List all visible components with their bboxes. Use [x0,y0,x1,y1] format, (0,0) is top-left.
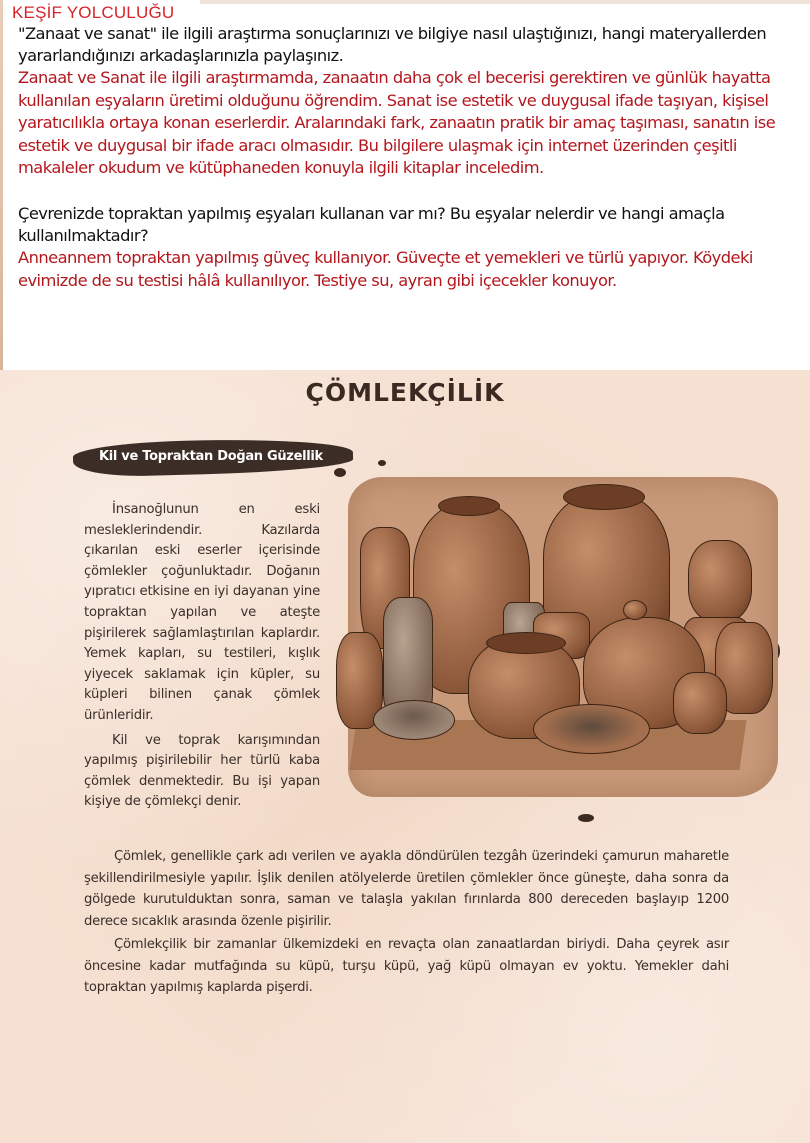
pottery-illustration [338,462,793,822]
pot-rim-icon [486,632,566,654]
jar-rim-icon [438,496,500,516]
body-paragraph: Çömlek, genellikle çark adı verilen ve ayakla döndürülen tezgâh üzerindeki çamurun maharetle şekillendirilmesiyle yapılır. İşlik denilen atölyelerde üretilen çömlekler önce güneşte, daha sonra da gölgede kurutulduktan sonra, saman ve talaşla yakılan fırınlarda 800 dereceden başlayıp 1200 derece sıcaklık arasında özenle pişirilir. [84,849,729,929]
bowl-icon [373,700,455,740]
wide-paragraph-1 [84,846,729,932]
answer-1: Zanaat ve Sanat ile ilgili araştırmamda, zanaatın daha çok el becerisi gerektiren ve günlük hayatta kullanılan eşyaların üretimi olduğunu öğrendim. Sanat ise estetik ve duygusal ifade taşıyan, kişisel yaratıcılıkla ortaya konan eserlerdir. Aralarındaki fark, zanaatın pratik bir amaç taşıması, sanatın ise estetik ve duygusal bir ifade aracı olmasıdır. Bu bilgilere ulaşmak için internet üzerinden çeşitli makaleler okudum ve kütüphaneden konuyla ilgili kitaplar inceledim. [18,68,776,177]
wide-paragraph-2 [84,934,729,999]
textbook-page [0,370,810,1143]
section-label: KEŞİF YOLCULUĞU [12,3,175,22]
small-cup-icon [673,672,727,734]
intro-column [84,500,320,813]
column-paragraph: Kil ve toprak karışımından yapılmış pişirilebilir her türlü kaba çömlek denmektedir. Bu işi yapan kişiye de çömlekçi denir. [84,732,320,810]
ink-splat-icon [378,460,386,466]
subtitle-banner-text: Kil ve Topraktan Doğan Güzellik [99,449,323,464]
answer-2: Anneannem topraktan yapılmış güveç kullanıyor. Güveçte et yemekleri ve türlü yapıyor. Köydeki evimizde de su testisi hâlâ kullanılıyor. Testiye su, ayran gibi içecekler konuyor. [18,248,753,290]
lid-knob-icon [623,600,647,620]
answer-sheet [0,0,810,370]
question-2: Çevrenizde topraktan yapılmış eşyaları kullanan var mı? Bu eşyalar nelerdir ve hangi amaçla kullanılmaktadır? [18,204,725,245]
body-paragraph: Çömlekçilik bir zamanlar ülkemizdeki en revaçta olan zanaatlardan biriydi. Daha çeyrek asır öncesine kadar mutfağında su küpü, turşu küpü, yağ küpü olmayan ev yoktu. Yemekler dahi topraktan yapılmış kaplarda pişerdi. [84,937,729,996]
pitcher-icon [688,540,752,622]
ink-splat-icon [334,468,346,477]
jar-rim-icon [563,484,645,510]
ink-splat-icon [578,814,594,822]
page-edge [0,0,3,370]
page-edge-top [200,0,810,4]
column-paragraph: İnsanoğlunun en eski mesleklerindendir. Kazılarda çıkarılan eski eserler içerisinde çömlekler çoğunluktadır. Doğanın yıpratıcı etkisine en iyi dayanan yine topraktan yapılan ve ateşte pişirilerek sağlamlaştırılan kaplardır. Yemek kapları, su testileri, kışlık yiyecek saklamak için küpler, su küpleri bilinen çanak çömlek ürünleridir. [84,502,320,723]
page-title: ÇÖMLEKÇİLİK [305,378,505,407]
plate-icon [533,704,650,754]
question-1: "Zanaat ve sanat" ile ilgili araştırma sonuçlarınızı ve bilgiye nasıl ulaştığınızı, hangi materyallerden yararlandığınızı arkadaşlarınızla paylaşınız. [18,24,767,65]
